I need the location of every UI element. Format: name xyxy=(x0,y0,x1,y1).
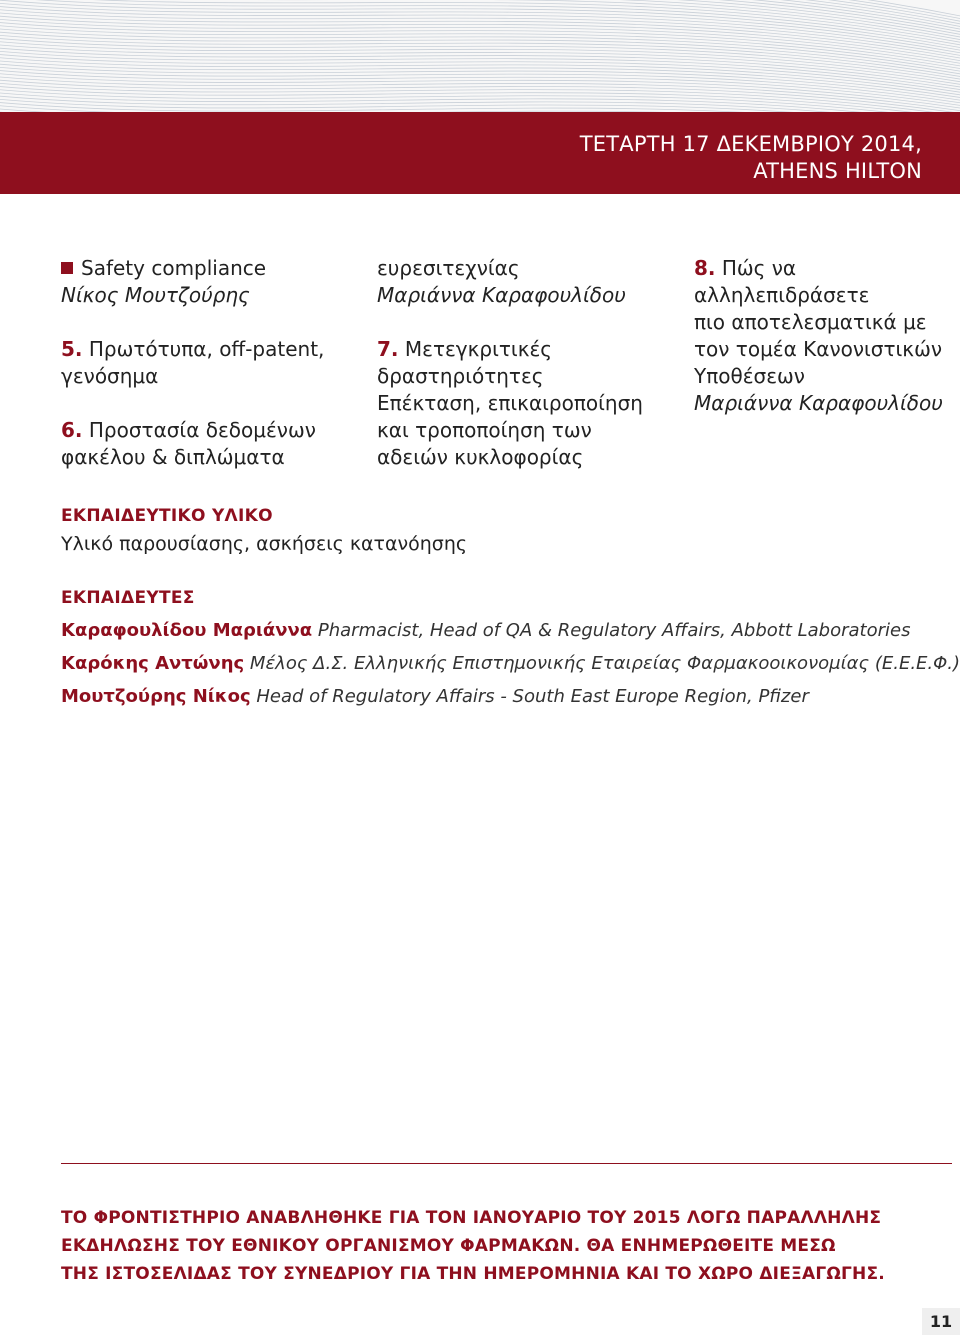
topic-subtitle-cont: και τροποποίηση των xyxy=(377,418,592,442)
topic-title-cont: Υποθέσεων xyxy=(694,364,805,388)
postponement-notice-line: ΕΚΔΗΛΩΣΗΣ ΤΟΥ ΕΘΝΙΚΟΥ ΟΡΓΑΝΙΣΜΟΥ ΦΑΡΜΑΚΩΝ. ΘΑ ΕΝΗΜΕΡΩΘΕΙΤΕ ΜΕΣΩ xyxy=(61,1236,836,1256)
topic-title-cont: τον τομέα Κανονιστικών xyxy=(694,337,942,361)
postponement-notice-line: ΤΟ ΦΡΟΝΤΙΣΤΗΡΙΟ ΑΝΑΒΛΗΘΗΚΕ ΓΙΑ ΤΟΝ ΙΑΝΟΥΑΡΙΟ ΤΟΥ 2015 ΛΟΓΩ ΠΑΡΑΛΛΗΛΗΣ xyxy=(61,1208,882,1228)
square-bullet-icon xyxy=(61,262,73,274)
program-column-2 xyxy=(377,255,643,471)
decorative-line xyxy=(0,27,960,74)
topic-title-cont: φακέλου & διπλώματα xyxy=(61,445,285,469)
trainer-entry xyxy=(61,686,809,707)
topic-speaker: Νίκος Μουτζούρης xyxy=(61,283,250,307)
trainer-role: Μέλος Δ.Σ. Ελληνικής Επιστημονικής Εταιρείας Φαρμακοοικονομίας (Ε.Ε.Ε.Φ.) xyxy=(249,653,960,674)
topic-title-cont: δραστηριότητες xyxy=(377,364,544,388)
topic-title-cont: πιο αποτελεσματικά με xyxy=(694,310,927,334)
topic-subtitle: Επέκταση, επικαιροποίηση xyxy=(377,391,643,415)
topic-title-cont: ευρεσιτεχνίας xyxy=(377,256,520,280)
trainer-entry xyxy=(61,620,910,641)
topic-title: Πώς να αλληλεπιδράσετε xyxy=(694,256,870,307)
trainer-name: Μουτζούρης Νίκος xyxy=(61,686,251,707)
topic-number: 8. xyxy=(694,256,716,280)
decorative-line xyxy=(0,18,960,67)
topic-title: Μετεγκριτικές xyxy=(404,337,553,361)
topic-speaker: Μαριάννα Καραφουλίδου xyxy=(377,283,626,307)
postponement-notice-line: ΤΗΣ ΙΣΤΟΣΕΛΙΔΑΣ ΤΟΥ ΣΥΝΕΔΡΙΟΥ ΓΙΑ ΤΗΝ ΗΜΕΡΟΜΗΝΙΑ ΚΑΙ ΤΟ ΧΩΡΟ ΔΙΕΞΑΓΩΓΗΣ. xyxy=(61,1264,885,1284)
divider-line xyxy=(61,1163,952,1164)
banner-date: ΤΕΤΑΡΤΗ 17 ΔΕΚΕΜΒΡΙΟΥ 2014, xyxy=(579,132,922,156)
trainers-heading: ΕΚΠΑΙΔΕΥΤΕΣ xyxy=(61,588,195,608)
trainer-entry xyxy=(61,653,960,674)
topic-title: Προστασία δεδομένων xyxy=(88,418,316,442)
banner-venue: ATHENS HILTON xyxy=(753,159,922,183)
material-heading: ΕΚΠΑΙΔΕΥΤΙΚΟ ΥΛΙΚΟ xyxy=(61,506,273,526)
decorative-line xyxy=(0,14,960,64)
date-venue-banner xyxy=(0,112,960,194)
topic-number: 5. xyxy=(61,337,83,361)
trainer-role: Head of Regulatory Affairs - South East Europe Region, Pfizer xyxy=(256,686,809,707)
page-number: 11 xyxy=(922,1308,960,1335)
topic-subtitle-cont: αδειών κυκλοφορίας xyxy=(377,445,584,469)
topic-speaker: Μαριάννα Καραφουλίδου xyxy=(694,391,943,415)
material-text: Υλικό παρουσίασης, ασκήσεις κατανόησης xyxy=(61,533,468,555)
topic-title-cont: γενόσημα xyxy=(61,364,159,388)
decorative-line-pattern xyxy=(0,0,960,112)
trainer-name: Καραφουλίδου Μαριάννα xyxy=(61,620,313,641)
program-column-3 xyxy=(694,255,960,417)
topic-title: Safety compliance xyxy=(81,256,267,280)
topic-number: 7. xyxy=(377,337,399,361)
topic-title: Πρωτότυπα, off-patent, xyxy=(88,337,325,361)
program-column-1 xyxy=(61,255,324,471)
trainer-name: Καρόκης Αντώνης xyxy=(61,653,245,674)
trainer-role: Pharmacist, Head of QA & Regulatory Affairs, Abbott Laboratories xyxy=(317,620,911,641)
topic-number: 6. xyxy=(61,418,83,442)
